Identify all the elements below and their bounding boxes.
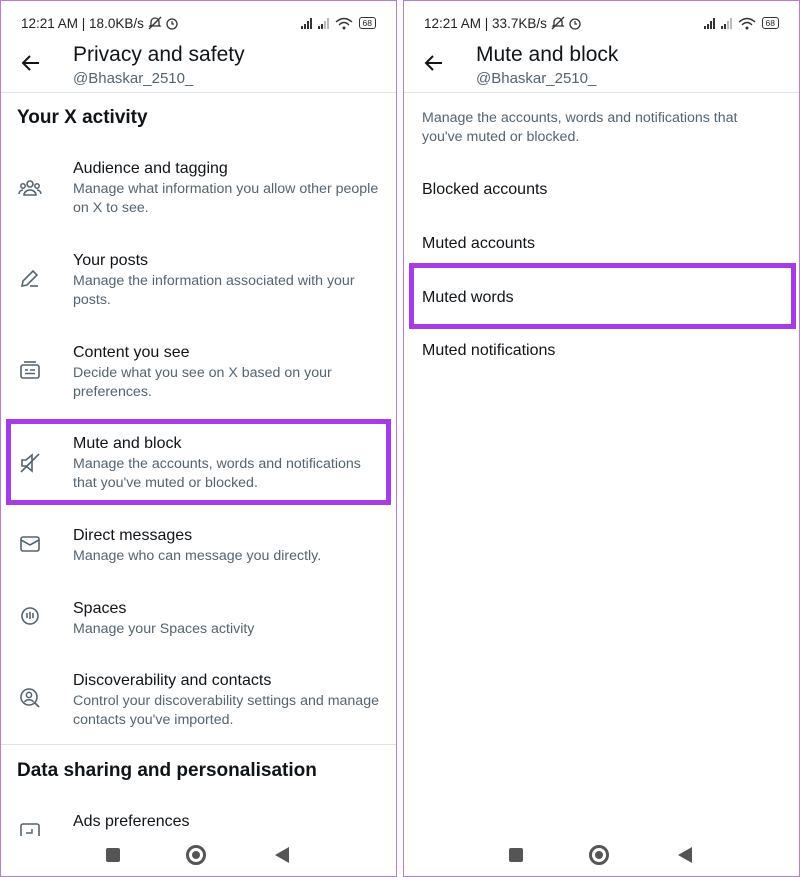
- account-handle: @Bhaskar_2510_: [73, 70, 194, 87]
- status-bar: [424, 11, 779, 35]
- header: [1, 37, 396, 92]
- section-divider: [1, 744, 396, 745]
- highlight-box: [409, 263, 796, 329]
- recents-button[interactable]: [106, 848, 120, 862]
- menu-item-muted-words[interactable]: Muted words: [422, 289, 514, 306]
- people-icon: [18, 176, 42, 200]
- page-description: Manage the accounts, words and notifications that you've muted or blocked.: [422, 110, 738, 145]
- menu-item-discoverability[interactable]: [1, 672, 396, 742]
- status-time: 12:21 AM | 18.0KB/s: [21, 15, 144, 31]
- page-title: Privacy and safety: [73, 43, 245, 66]
- menu-item-spaces[interactable]: [1, 600, 396, 650]
- menu-item-label: Content you see: [73, 344, 190, 361]
- mute-status-icon: [551, 16, 565, 30]
- menu-item-label: Spaces: [73, 600, 127, 617]
- menu-item-description: Decide what you see on X based on your preferences.: [73, 365, 332, 400]
- wifi-icon: [738, 17, 756, 30]
- menu-item-muted-accounts[interactable]: Muted accounts: [422, 235, 535, 252]
- back-nav-button[interactable]: [275, 847, 289, 863]
- back-arrow-icon[interactable]: [19, 51, 43, 75]
- home-button[interactable]: [186, 845, 206, 865]
- menu-item-description: Manage the information associated with your posts.: [73, 273, 355, 308]
- content-icon: [18, 358, 42, 382]
- back-arrow-icon[interactable]: [422, 51, 446, 75]
- signal-2-icon: [721, 18, 732, 29]
- recents-button[interactable]: [509, 848, 523, 862]
- status-bar: [21, 11, 376, 35]
- menu-item-label: Direct messages: [73, 527, 193, 544]
- page-title: Mute and block: [476, 43, 619, 66]
- android-nav-bar: [1, 836, 396, 876]
- menu-item-description: Control your discoverability settings and manage contacts you've imported.: [73, 693, 379, 728]
- menu-item-blocked-accounts[interactable]: Blocked accounts: [422, 181, 548, 198]
- menu-item-label: Mute and block: [73, 435, 182, 452]
- alarm-icon: [165, 16, 179, 30]
- account-handle: @Bhaskar_2510_: [476, 70, 597, 87]
- signal-2-icon: [318, 18, 329, 29]
- pencil-icon: [18, 266, 42, 290]
- mute-block-screen: [403, 0, 800, 877]
- menu-item-audience-tagging[interactable]: [1, 160, 396, 230]
- menu-item-label: Your posts: [73, 252, 149, 269]
- signal-icon: [704, 18, 715, 29]
- section-heading-activity: Your X activity: [17, 107, 148, 128]
- menu-item-description: Manage the accounts, words and notifications that you've muted or blocked.: [73, 456, 361, 491]
- highlight-box: [6, 419, 391, 505]
- menu-item-label: Audience and tagging: [73, 160, 228, 177]
- home-button[interactable]: [589, 845, 609, 865]
- status-time: 12:21 AM | 33.7KB/s: [424, 15, 547, 31]
- mute-status-icon: [148, 16, 162, 30]
- privacy-safety-screen: [0, 0, 397, 877]
- menu-item-description: Manage who can message you directly.: [73, 548, 322, 564]
- battery-icon: 68: [359, 17, 376, 29]
- alarm-icon: [568, 16, 582, 30]
- battery-icon: 68: [762, 17, 779, 29]
- spaces-icon: [18, 604, 42, 628]
- menu-item-muted-notifications[interactable]: Muted notifications: [422, 342, 556, 359]
- back-nav-button[interactable]: [678, 847, 692, 863]
- menu-item-label: Ads preferences: [73, 813, 190, 830]
- menu-item-label: Discoverability and contacts: [73, 672, 272, 689]
- menu-item-your-posts[interactable]: [1, 252, 396, 322]
- menu-item-direct-messages[interactable]: [1, 527, 396, 577]
- menu-item-description: Manage your Spaces activity: [73, 621, 255, 637]
- header-divider: [404, 92, 799, 93]
- envelope-icon: [18, 532, 42, 556]
- menu-item-content-you-see[interactable]: [1, 344, 396, 414]
- menu-item-description: Manage what information you allow other people on X to see.: [73, 181, 379, 216]
- discover-icon: [18, 686, 42, 710]
- section-heading-data-sharing: Data sharing and personalisation: [17, 760, 317, 781]
- header: [404, 37, 799, 92]
- signal-icon: [301, 18, 312, 29]
- header-divider: [1, 92, 396, 93]
- wifi-icon: [335, 17, 353, 30]
- android-nav-bar: [404, 836, 799, 876]
